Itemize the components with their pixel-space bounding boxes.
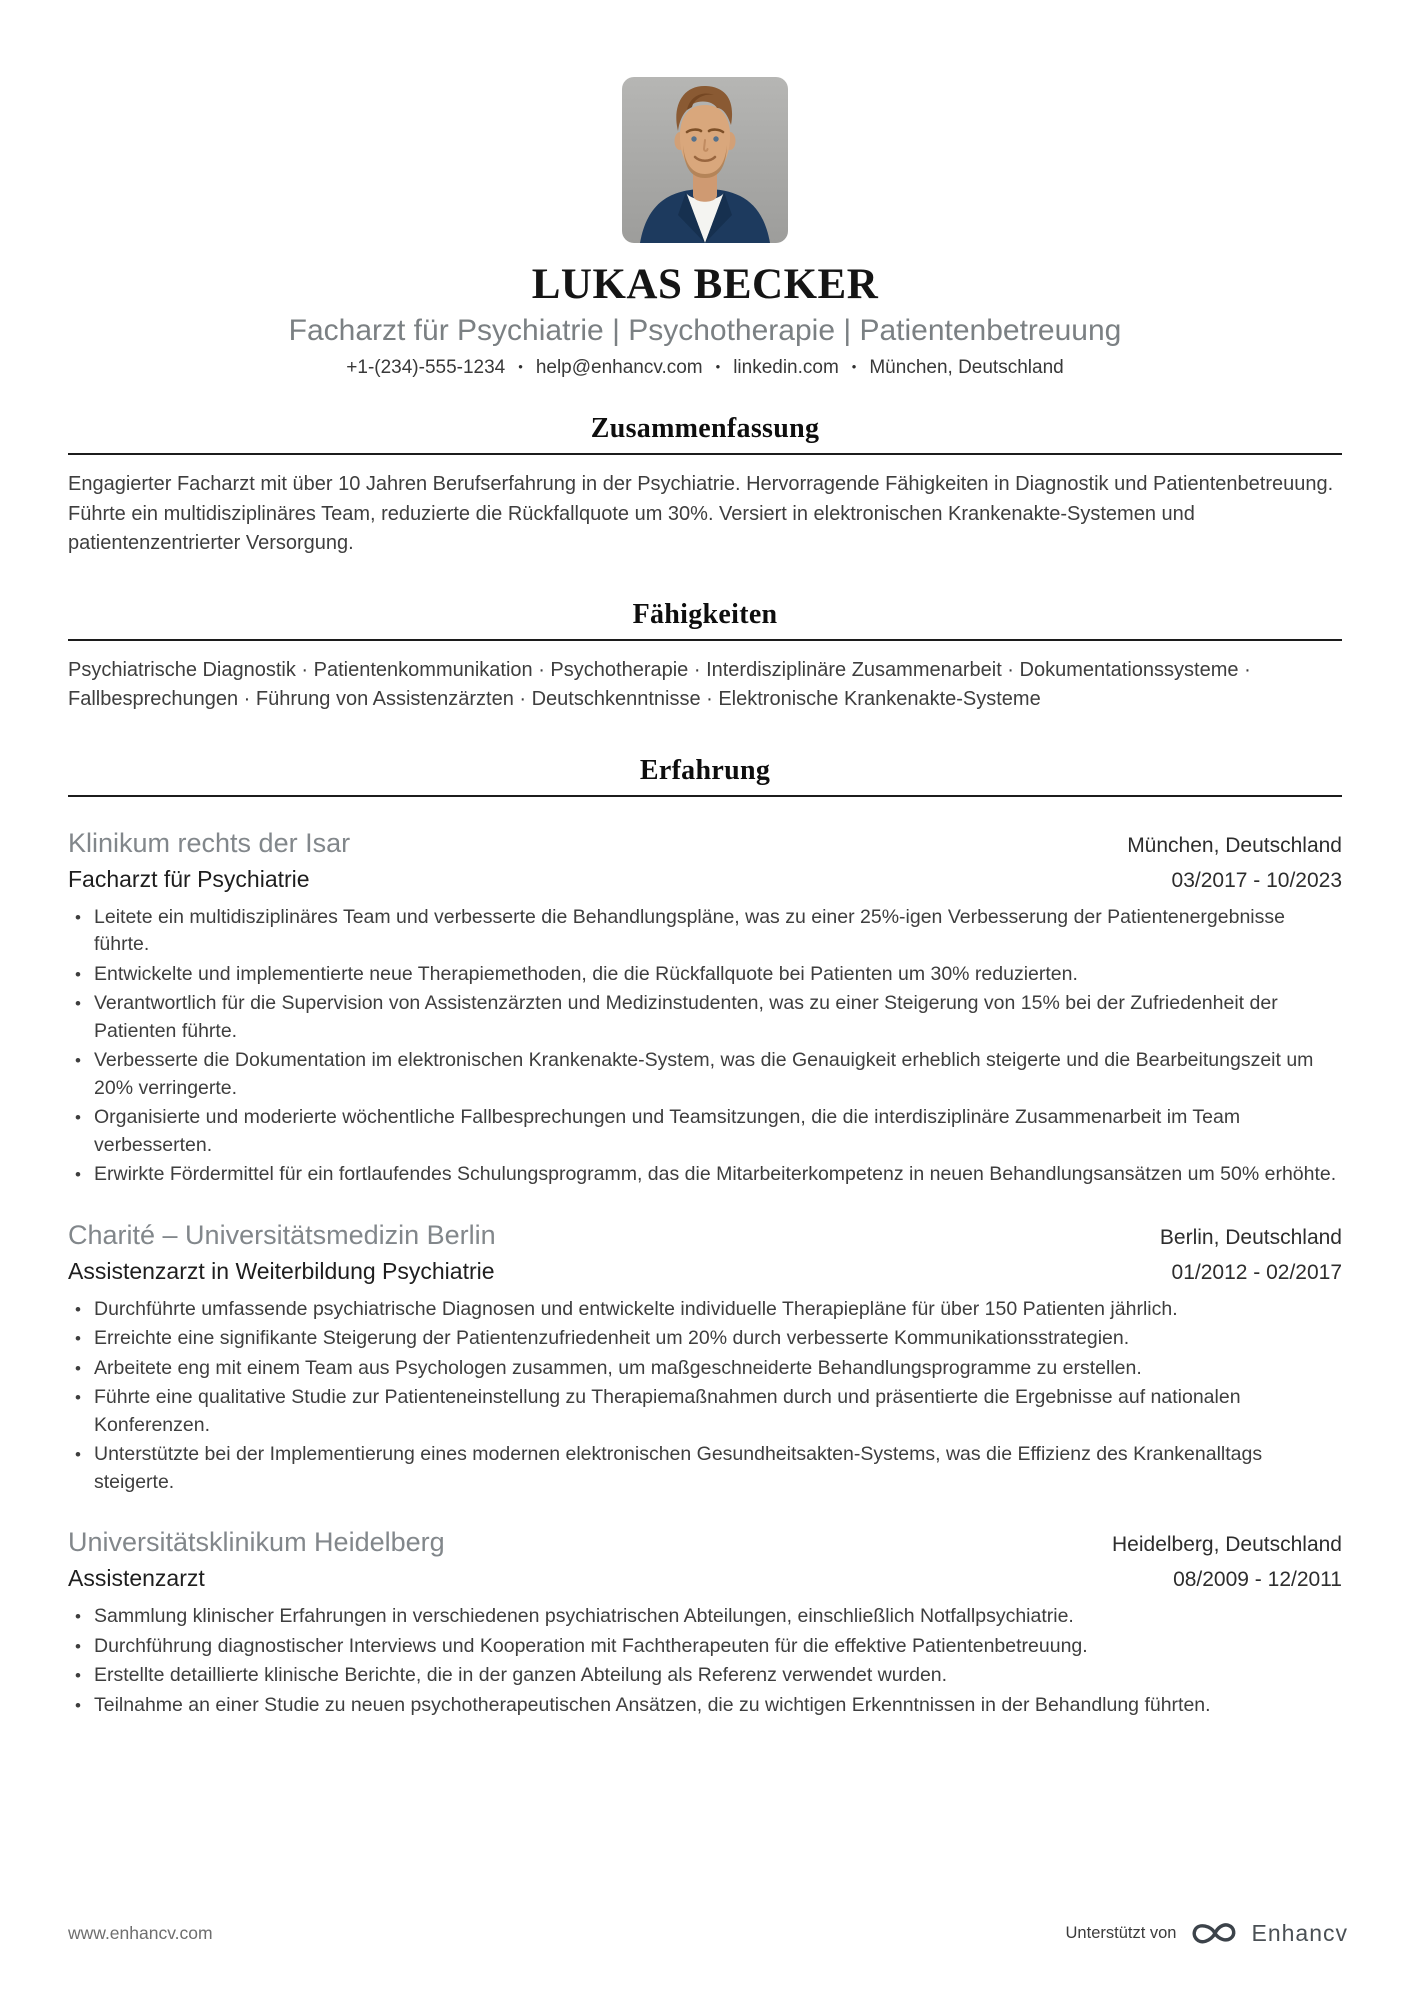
job-entry — [68, 828, 1342, 1189]
job-bullet-list — [68, 904, 1342, 1189]
contact-linkedin[interactable]: • linkedin.com — [703, 357, 839, 378]
job-bullet: • Verantwortlich für die Supervision von Assistenzärzten und Medizinstudenten, was zu einer Steigerung von 15% bei der Zufriedenheit der Patienten führte. — [68, 990, 1342, 1045]
job-role: Facharzt für Psychiatrie — [68, 865, 310, 892]
candidate-name: LUKAS BECKER — [531, 261, 879, 308]
job-bullet-list — [68, 1296, 1342, 1497]
skills-text: Psychiatrische Diagnostik · Patientenkommunikation · Psychotherapie · Interdisziplinäre Zusammenarbeit · Dokumentationssysteme · Fallbesprechungen · Führung von Assistenzärzten · Deutschkenntnisse · Elektronische Krankenakte-Systeme — [68, 658, 1251, 710]
job-location: Berlin, Deutschland — [1159, 1225, 1342, 1249]
job-bullet: • Organisierte und moderierte wöchentliche Fallbesprechungen und Teamsitzungen, die die interdisziplinäre Zusammenarbeit im Team verbesserten. — [68, 1104, 1342, 1159]
experience-title: Erfahrung — [639, 754, 771, 786]
profile-photo — [622, 77, 788, 243]
job-dates: 03/2017 - 10/2023 — [1171, 868, 1342, 892]
job-company: Klinikum rechts der Isar — [68, 827, 351, 858]
job-bullet: • Sammlung klinischer Erfahrungen in verschiedenen psychiatrischen Abteilungen, einschließlich Notfallpsychiatrie. — [68, 1603, 1342, 1631]
job-bullet: • Unterstützte bei der Implementierung eines modernen elektronischen Gesundheitsakten-Systems, was die Effizienz des Krankenalltags steigerte. — [68, 1441, 1342, 1496]
summary-text: Engagierter Facharzt mit über 10 Jahren Berufserfahrung in der Psychiatrie. Hervorragende Fähigkeiten in Diagnostik und Patientenbetreuung. Führte ein multidisziplinäres Team, reduzierte die Rückfallquote um 30%. Versiert in elektronischen Krankenakte-Systemen und patientenzentrierter Versorgung. — [68, 473, 1334, 554]
job-bullet: • Arbeitete eng mit einem Team aus Psychologen zusammen, um maßgeschneiderte Behandlungsprogramme zu erstellen. — [68, 1355, 1342, 1383]
job-company: Charité – Universitätsmedizin Berlin — [68, 1219, 496, 1250]
contact-phone: +1-(234)-555-1234 — [346, 357, 506, 378]
portrait-photo-illustration — [622, 77, 788, 243]
experience-divider — [68, 795, 1342, 797]
job-bullet: • Führte eine qualitative Studie zur Patienteneinstellung zu Therapiemaßnahmen durch und präsentierte die Ergebnisse auf nationalen Konferenzen. — [68, 1384, 1342, 1439]
contact-email[interactable]: • help@enhancv.com — [505, 357, 702, 378]
footer-website-link[interactable]: www.enhancv.com — [68, 1923, 213, 1943]
skills-divider — [68, 639, 1342, 641]
job-dates: 01/2012 - 02/2017 — [1171, 1260, 1342, 1284]
job-bullet: • Durchführung diagnostischer Interviews und Kooperation mit Fachtherapeuten für die effektive Patientenbetreuung. — [68, 1633, 1342, 1661]
contact-location: • München, Deutschland — [839, 357, 1064, 378]
job-entry — [68, 1220, 1342, 1497]
job-dates: 08/2009 - 12/2011 — [1173, 1568, 1342, 1591]
job-bullet: • Erstellte detaillierte klinische Berichte, die in der ganzen Abteilung als Referenz verwendet wurden. — [68, 1662, 1342, 1690]
job-location: Heidelberg, Deutschland — [1112, 1533, 1342, 1556]
section-experience — [68, 755, 1342, 1720]
summary-title: Zusammenfassung — [590, 413, 820, 444]
job-bullet-list — [68, 1603, 1342, 1719]
section-skills — [68, 599, 1342, 715]
enhancv-brand-text: Enhancv — [1251, 1920, 1348, 1946]
summary-divider — [68, 453, 1342, 455]
job-bullet: • Verbesserte die Dokumentation im elektronischen Krankenakte-System, was die Genauigkeit erheblich steigerte und die Bearbeitungszeit um 20% verringerte. — [68, 1047, 1342, 1102]
job-bullet: • Leitete ein multidisziplinäres Team und verbesserte die Behandlungspläne, was zu einer 25%-igen Verbesserung der Patientenergebnisse führte. — [68, 904, 1342, 959]
skills-title: Fähigkeiten — [632, 598, 778, 630]
powered-by-label: Unterstützt von — [1065, 1924, 1177, 1942]
contact-line — [68, 357, 1342, 379]
job-entry — [68, 1527, 1342, 1719]
job-role: Assistenzarzt — [68, 1565, 205, 1591]
resume-header — [68, 77, 1342, 379]
candidate-headline: Facharzt für Psychiatrie | Psychotherapie | Patientenbetreuung — [288, 314, 1122, 347]
job-location: München, Deutschland — [1127, 833, 1342, 857]
job-bullet: • Erwirkte Fördermittel für ein fortlaufendes Schulungsprogramm, das die Mitarbeiterkompetenz in neuen Behandlungsansätzen um 50% erhöhte. — [68, 1161, 1342, 1189]
section-summary — [68, 413, 1342, 559]
job-bullet: • Entwickelte und implementierte neue Therapiemethoden, die die Rückfallquote bei Patienten um 30% reduzierten. — [68, 961, 1342, 989]
job-bullet: • Teilnahme an einer Studie zu neuen psychotherapeutischen Ansätzen, die zu wichtigen Erkenntnissen in der Behandlung führten. — [68, 1692, 1342, 1720]
enhancv-brand-link[interactable] — [1188, 1918, 1348, 1949]
enhancv-logo-icon — [1188, 1918, 1242, 1949]
job-company: Universitätsklinikum Heidelberg — [68, 1527, 445, 1557]
job-bullet: • Erreichte eine signifikante Steigerung der Patientenzufriedenheit um 20% durch verbesserte Kommunikationsstrategien. — [68, 1325, 1342, 1353]
job-role: Assistenzarzt in Weiterbildung Psychiatrie — [68, 1257, 495, 1284]
job-bullet: • Durchführte umfassende psychiatrische Diagnosen und entwickelte individuelle Therapiepläne für über 150 Patienten jährlich. — [68, 1296, 1342, 1324]
page-footer — [68, 1918, 1348, 1949]
